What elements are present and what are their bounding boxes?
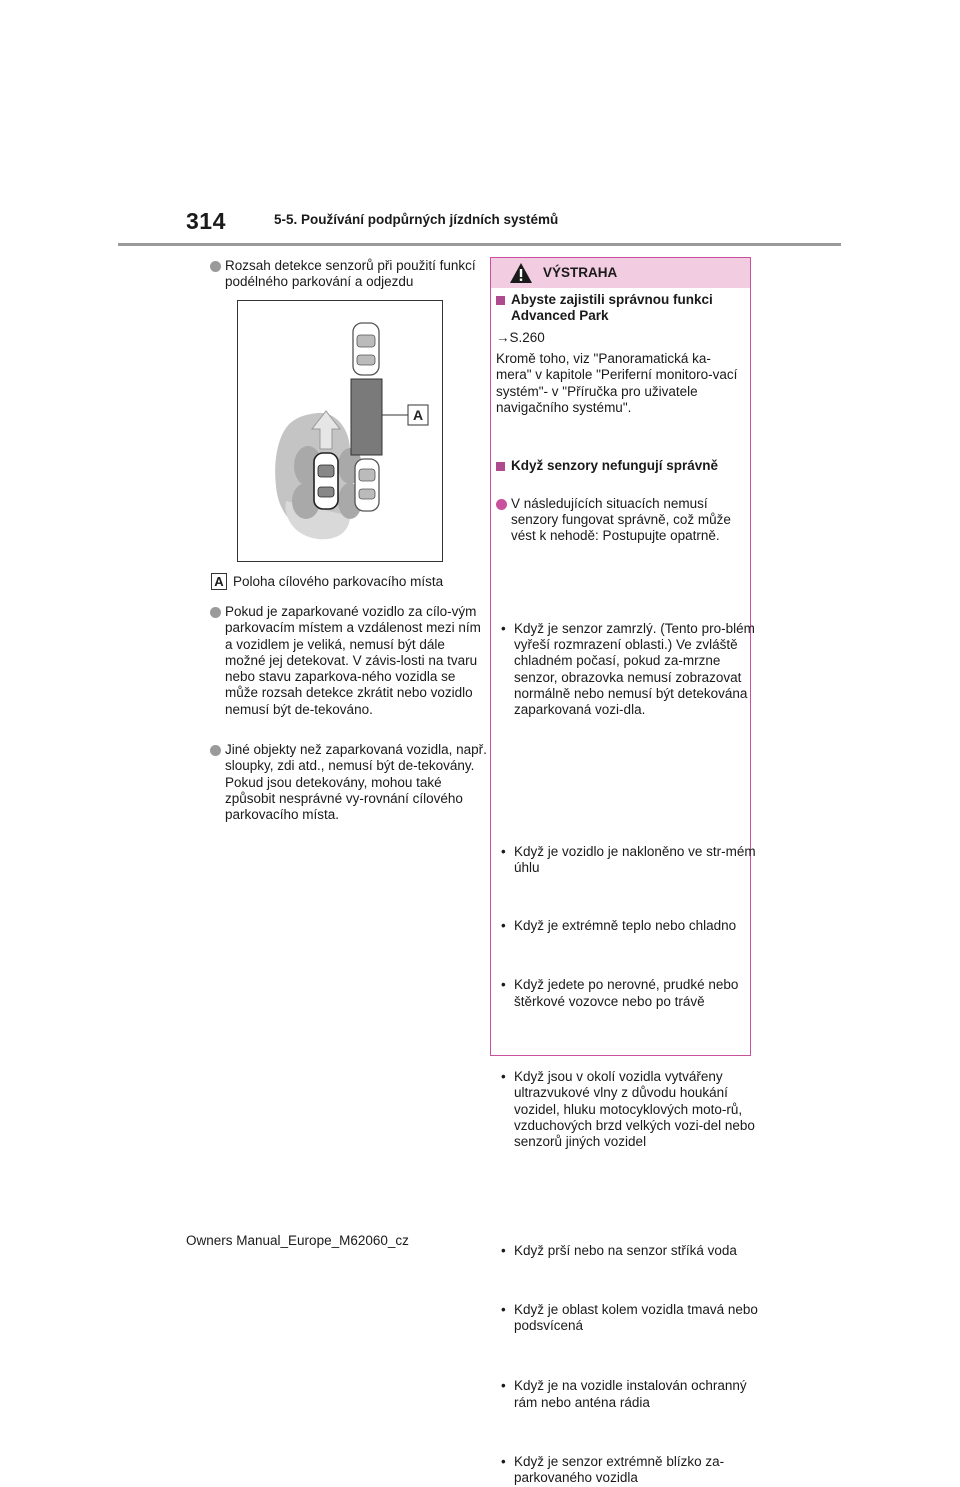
- warning-paragraph: Kromě toho, viz "Panoramatická ka-mera" v kapitole "Periferní monitoro-vací systém"- v "Příručka pro uživatele navigačního systému".: [496, 351, 738, 415]
- caption-tag: A: [211, 573, 227, 590]
- parking-sensor-figure: [237, 300, 443, 562]
- square-bullet-icon: [496, 462, 505, 471]
- figure-caption: [211, 573, 443, 590]
- warning-list-item: • Když je extrémně teplo nebo chladno: [501, 918, 737, 934]
- warning-heading-sensors: [496, 458, 756, 474]
- caption-text: Poloha cílového parkovacího místa: [233, 574, 444, 589]
- bullet-dot-icon: [210, 261, 221, 272]
- left-bullet-parked-vehicle: [210, 604, 487, 718]
- warning-header: [491, 258, 750, 288]
- bullet-dot-icon: [210, 745, 221, 756]
- bullet-dot-icon: [496, 499, 507, 510]
- bullet-dot-icon: [210, 607, 221, 618]
- bullet-text: Jiné objekty než zaparkovaná vozidla, např. sloupky, zdi atd., nemusí být de-tekovány. Pokud jsou detekovány, mohou také způsobit nesprávné vy-rovnání cílového parkovacího místa.: [225, 742, 487, 823]
- header-divider: [118, 243, 841, 246]
- warning-list-item: • Když jsou v okolí vozidla vytvářeny ultrazvukové vlny z důvodu houkání vozidel, hluku motocyklových moto-rů, vzduchových brzd velkých vozi-del nebo senzorů jiných vozidel: [501, 1069, 755, 1150]
- square-bullet-icon: [496, 296, 505, 305]
- figure-label-a: A: [412, 407, 424, 423]
- footer-manual-id: Owners Manual_Europe_M62060_cz: [186, 1233, 409, 1248]
- left-bullet-detection-range: [210, 258, 487, 291]
- warning-list-item: • Když je senzor extrémně blízko za-parkovaného vozidla: [501, 1454, 725, 1486]
- warning-title: VÝSTRAHA: [543, 265, 618, 280]
- warning-heading-advanced-park: [496, 292, 756, 325]
- section-title: 5-5. Používání podpůrných jízdních systémů: [274, 212, 559, 227]
- warning-list-item: • Když je oblast kolem vozidla tmavá nebo podsvícená: [501, 1301, 758, 1334]
- bullet-text: Rozsah detekce senzorů při použití funkcí podélného parkování a odjezdu: [225, 258, 476, 290]
- warning-list-item: • Když je senzor zamrzlý. (Tento pro-blém vyřeší rozmrazení oblasti.) Ve zvláště chladném počasí, pokud za-mrzne senzor, obrazovka nemusí zobrazovat normálně nebo nemusí být detekována zaparkovaná vozi-dla.: [501, 620, 755, 718]
- warning-list-item: • Když prší nebo na senzor stříká voda: [501, 1242, 737, 1258]
- warning-list-item: • Když je vozidlo je nakloněno ve str-mém úhlu: [501, 843, 756, 875]
- parking-diagram-illustration: [238, 301, 442, 561]
- warning-bullet: [496, 496, 756, 545]
- heading-text: Abyste zajistili správnou funkci Advanced Park: [511, 292, 713, 324]
- warning-list-item: • Když jedete po nerovné, prudké nebo štěrkové vozovce nebo po trávě: [501, 977, 739, 1009]
- left-bullet-other-objects: [210, 742, 487, 823]
- bullet-text: Pokud je zaparkované vozidlo za cílo-vým parkovacím místem a vzdálenost mezi ním a vozidlem je veliká, nemusí být dále možné jej detekovat. V závis-losti na tvaru nebo stavu zaparkova-ného vozidla se může rozsah detekce zkrátit nebo vozidlo nemusí být de-tekováno.: [225, 604, 481, 717]
- warning-triangle-icon: [509, 262, 533, 284]
- bullet-text: V následujících situacích nemusí senzory fungovat správně, což může vést k nehodě: Postupujte opatrně.: [511, 495, 731, 544]
- heading-text: Když senzory nefungují správně: [511, 457, 719, 473]
- warning-reference: →S.260: [496, 330, 545, 345]
- page-number: 314: [186, 208, 226, 234]
- warning-list-item: • Když je na vozidle instalován ochranný rám nebo anténa rádia: [501, 1378, 747, 1410]
- warning-box: [490, 257, 758, 1486]
